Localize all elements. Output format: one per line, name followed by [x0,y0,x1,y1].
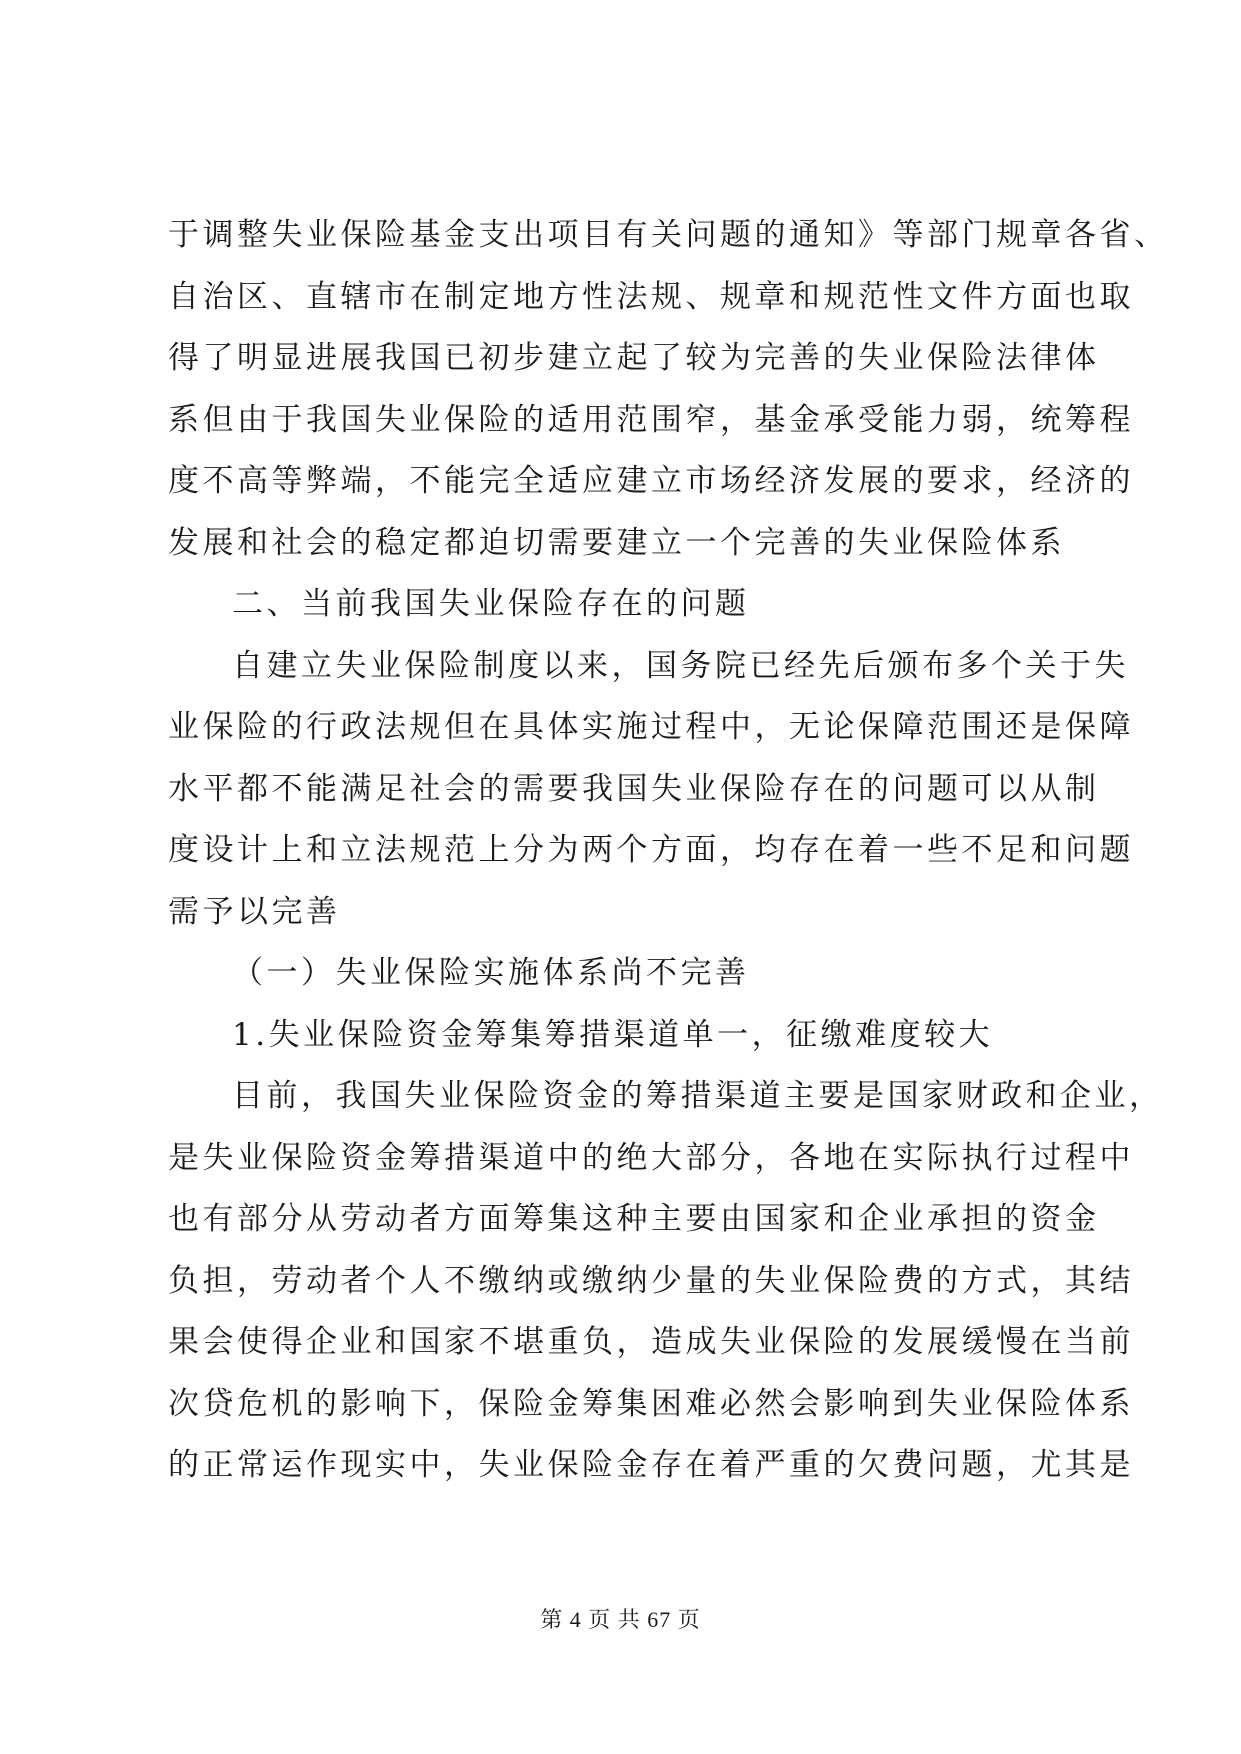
text-line: 得了明显进展我国已初步建立起了较为完善的失业保险法律体 [168,340,1100,376]
text-line: 是失业保险资金筹措渠道中的绝大部分，各地在实际执行过程中 [168,1139,1134,1176]
item-heading: 1.失业保险资金筹集筹措渠道单一，征缴难度较大 [232,1016,994,1053]
paragraph-first-line: 自建立失业保险制度以来，国务院已经先后颁布多个关于失 [232,647,1129,684]
text-line: 次贷危机的影响下，保险金筹集困难必然会影响到失业保险体系 [168,1385,1134,1422]
page-number: 第 4 页 共 67 页 [540,1607,701,1632]
text-line: 度不高等弊端，不能完全适应建立市场经济发展的要求，经济的 [168,463,1134,499]
text-line: 负担，劳动者个人不缴纳或缴纳少量的失业保险费的方式，其结 [168,1262,1134,1299]
text-line: 水平都不能满足社会的需要我国失业保险存在的问题可以从制 [168,770,1100,807]
text-line: 系但由于我国失业保险的适用范围窄，基金承受能力弱，统筹程 [168,401,1134,438]
text-line: 果会使得企业和国家不堪重负，造成失业保险的发展缓慢在当前 [168,1324,1134,1360]
section-heading: 二、当前我国失业保险存在的问题 [232,586,750,622]
subsection-heading: （一）失业保险实施体系尚不完善 [232,955,750,991]
text-line: 发展和社会的稳定都迫切需要建立一个完善的失业保险体系 [168,524,1065,561]
paragraph-first-line: 目前，我国失业保险资金的筹措渠道主要是国家财政和企业， [232,1078,1164,1114]
text-line: 于调整失业保险基金支出项目有关问题的通知》等部门规章各省、 [168,217,1169,253]
text-line: 的正常运作现实中，失业保险金存在着严重的欠费问题，尤其是 [168,1447,1134,1483]
text-line: 也有部分从劳动者方面筹集这种主要由国家和企业承担的资金 [168,1201,1100,1237]
body-text [168,205,1169,1497]
text-line: 度设计上和立法规范上分为两个方面，均存在着一些不足和问题 [168,832,1134,868]
text-line: 需予以完善 [168,893,341,930]
text-line: 自治区、直辖市在制定地方性法规、规章和规范性文件方面也取 [168,278,1134,315]
text-line: 业保险的行政法规但在具体实施过程中，无论保障范围还是保障 [168,709,1134,745]
